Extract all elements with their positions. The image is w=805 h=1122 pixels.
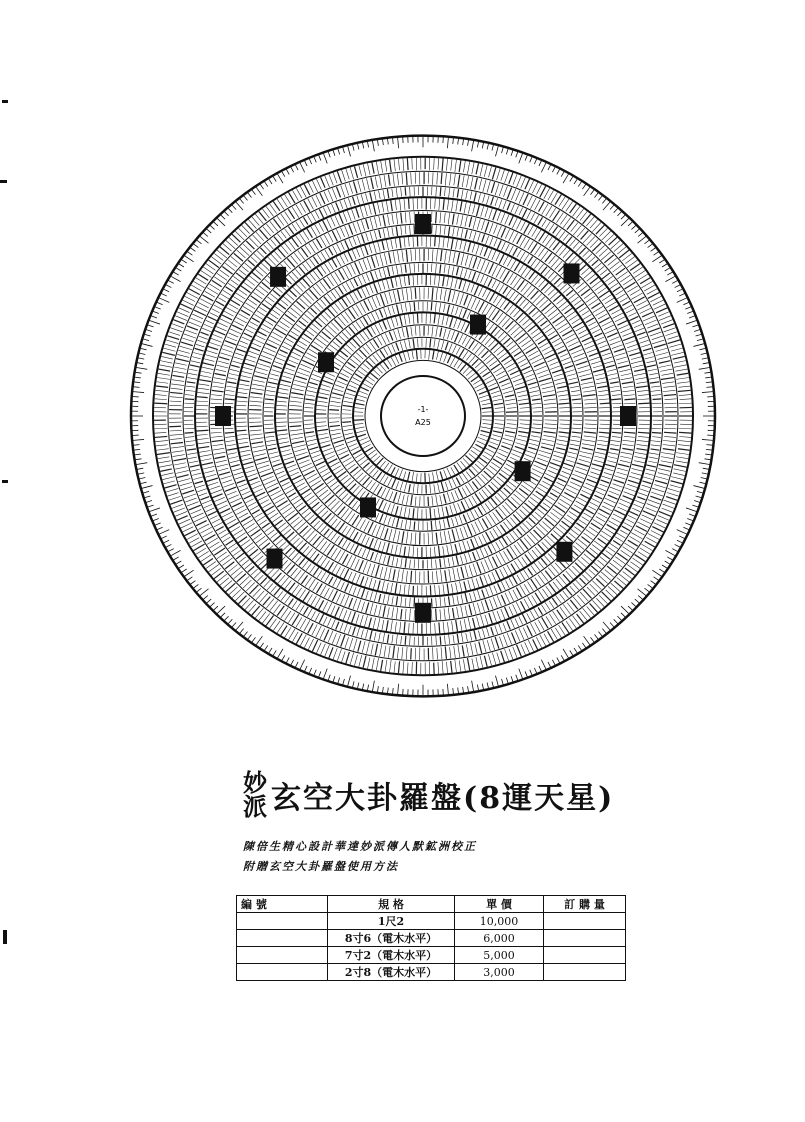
compass-tick (430, 508, 431, 519)
compass-marker-block (318, 352, 334, 372)
center-number: -1- (417, 405, 429, 414)
table-row (237, 947, 626, 964)
cell-spec: 7寸2（電木水平） (328, 947, 455, 964)
compass-tick (612, 432, 621, 433)
compass-tick (197, 430, 209, 431)
title-stack-bottom: 派 (243, 792, 267, 821)
compass-marker-block (620, 406, 636, 426)
compass-tick (405, 636, 406, 645)
compass-tick (408, 199, 409, 209)
compass-tick (411, 648, 412, 659)
cell-code (237, 947, 328, 964)
compass-tick (405, 187, 406, 195)
compass-tick (439, 622, 440, 633)
compass-marker-block (563, 263, 579, 283)
compass-tick (415, 288, 416, 299)
compass-tick (354, 420, 364, 421)
compass-tick (440, 636, 441, 644)
compass-marker-block (270, 267, 286, 287)
compass-tick (289, 410, 302, 411)
title-main: 玄空大卦羅盤(8運天星) (271, 781, 615, 816)
cell-qty (544, 964, 626, 981)
center-code: A25 (415, 418, 431, 427)
title-stack-top: 妙 (243, 768, 267, 797)
cell-price: 3,000 (455, 964, 544, 981)
compass-tick (225, 432, 234, 433)
compass-tick (329, 410, 339, 411)
table-row (237, 964, 626, 981)
compass-tick (185, 399, 194, 400)
cell-code (237, 930, 328, 947)
table-row (237, 930, 626, 947)
compass-tick (431, 521, 432, 530)
compass-tick (414, 302, 415, 311)
price-table (236, 895, 626, 981)
compass-marker-block (360, 497, 376, 517)
compass-tick (652, 432, 661, 433)
col-price-header: 單 價 (455, 896, 544, 913)
table-row (237, 913, 626, 930)
compass-marker-block (515, 461, 531, 481)
subtitle-line-2: 附贈玄空大卦羅盤使用方法 (243, 860, 399, 873)
cell-price: 5,000 (455, 947, 544, 964)
cell-qty (544, 947, 626, 964)
col-code-header: 編 號 (237, 896, 328, 913)
cell-qty (544, 930, 626, 947)
cell-price: 6,000 (455, 930, 544, 947)
col-spec-header: 規 格 (328, 896, 455, 913)
scan-speck (3, 930, 7, 944)
cell-price: 10,000 (455, 913, 544, 930)
luopan-compass-figure (128, 133, 718, 699)
compass-tick (440, 187, 441, 196)
compass-tick (428, 497, 429, 506)
compass-tick (664, 432, 676, 433)
compass-tick (185, 433, 194, 434)
compass-tick (600, 403, 610, 404)
col-qty-header: 訂 購 量 (544, 896, 626, 913)
scan-speck (2, 480, 8, 483)
compass-marker-block (415, 603, 431, 623)
compass-marker-block (556, 542, 572, 562)
compass-tick (407, 158, 408, 170)
cell-spec: 2寸8（電木水平） (328, 964, 455, 981)
center-hub (381, 376, 465, 456)
compass-tick (431, 302, 432, 310)
compass-tick (413, 586, 414, 595)
scan-speck (0, 180, 7, 183)
compass-marker-block (267, 549, 283, 569)
cell-spec: 8寸6（電木水平） (328, 930, 455, 947)
compass-tick (638, 403, 649, 404)
compass-marker-block (470, 315, 486, 335)
compass-tick (406, 173, 407, 185)
scan-speck (2, 100, 8, 103)
title-stack (243, 768, 267, 821)
product-title (243, 760, 614, 830)
compass-tick (342, 422, 351, 423)
compass-tick (679, 432, 691, 433)
cell-qty (544, 913, 626, 930)
compass-marker-block (215, 406, 231, 426)
subtitle-line-1: 陳倍生精心設計華達妙派傳人默鉱洲校正 (243, 840, 477, 853)
compass-tick (435, 237, 436, 246)
compass-tick (436, 609, 437, 620)
compass-tick (436, 212, 437, 223)
compass-tick (154, 403, 167, 404)
table-header-row (237, 896, 626, 913)
compass-tick (414, 521, 415, 529)
cell-spec: 1尺2 (328, 913, 455, 930)
compass-tick (417, 313, 418, 323)
compass-marker-block (415, 214, 431, 234)
compass-tick (653, 399, 662, 400)
cell-code (237, 964, 328, 981)
compass-tick (249, 426, 262, 427)
cell-code (237, 913, 328, 930)
compass-tick (237, 430, 247, 431)
